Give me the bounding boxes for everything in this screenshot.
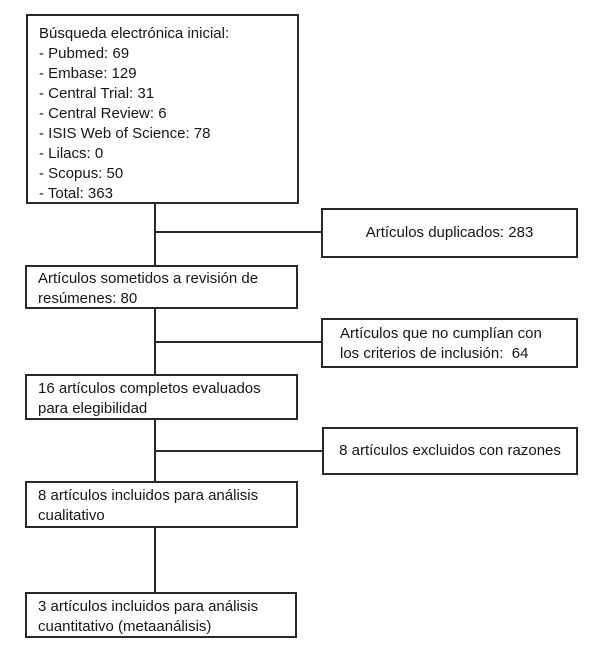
search-item-embase: - Embase: 129 <box>39 65 137 82</box>
box-duplicated-articles-label: Artículos duplicados: 283 <box>365 224 534 241</box>
box-initial-search <box>26 14 299 204</box>
box-excluded-with-reasons-label: 8 artículos excluidos con razones <box>339 442 561 459</box>
box-abstract-review-line2: resúmenes: 80 <box>38 290 138 307</box>
search-item-scopus: - Scopus: 50 <box>39 165 124 182</box>
box-abstract-review <box>25 265 298 309</box>
box-fulltext-eligibility-line1: 16 artículos completos evaluados <box>38 380 261 397</box>
connector-branch-excluded <box>155 450 322 452</box>
box-quantitative-analysis <box>25 592 297 638</box>
box-duplicated-articles <box>321 208 578 258</box>
search-item-central-review: - Central Review: 6 <box>39 105 167 122</box>
box-fulltext-eligibility-line2: para elegibilidad <box>38 400 148 417</box>
box-abstract-review-line1: Artículos sometidos a revisión de <box>38 270 259 287</box>
box-qualitative-analysis-line1: 8 artículos incluidos para análisis <box>38 487 259 504</box>
box-initial-search-title: Búsqueda electrónica inicial: <box>39 25 230 42</box>
box-qualitative-analysis-line2: cualitativo <box>38 507 105 524</box>
box-excluded-with-reasons <box>322 427 578 475</box>
connector-branch-criteria <box>155 341 321 343</box>
box-quantitative-analysis-line2: cuantitativo (metaanálisis) <box>38 618 212 635</box>
box-not-meeting-criteria-line2: los criterios de inclusión: 64 <box>340 345 529 362</box>
search-item-pubmed: - Pubmed: 69 <box>39 45 130 62</box>
box-not-meeting-criteria-line1: Artículos que no cumplían con <box>340 325 542 342</box>
connector-qualitative-to-quantitative <box>154 526 156 593</box>
search-item-total: - Total: 363 <box>39 185 113 202</box>
search-item-isis-web-of-science: - ISIS Web of Science: 78 <box>39 125 211 142</box>
connector-search-to-abstract <box>154 202 156 266</box>
search-item-lilacs: - Lilacs: 0 <box>39 145 104 162</box>
connector-branch-duplicates <box>155 231 321 233</box>
box-quantitative-analysis-line1: 3 artículos incluidos para análisis <box>38 598 259 615</box>
search-item-central-trial: - Central Trial: 31 <box>39 85 155 102</box>
box-fulltext-eligibility <box>25 374 298 420</box>
box-qualitative-analysis <box>25 481 298 528</box>
box-not-meeting-criteria <box>321 318 578 368</box>
